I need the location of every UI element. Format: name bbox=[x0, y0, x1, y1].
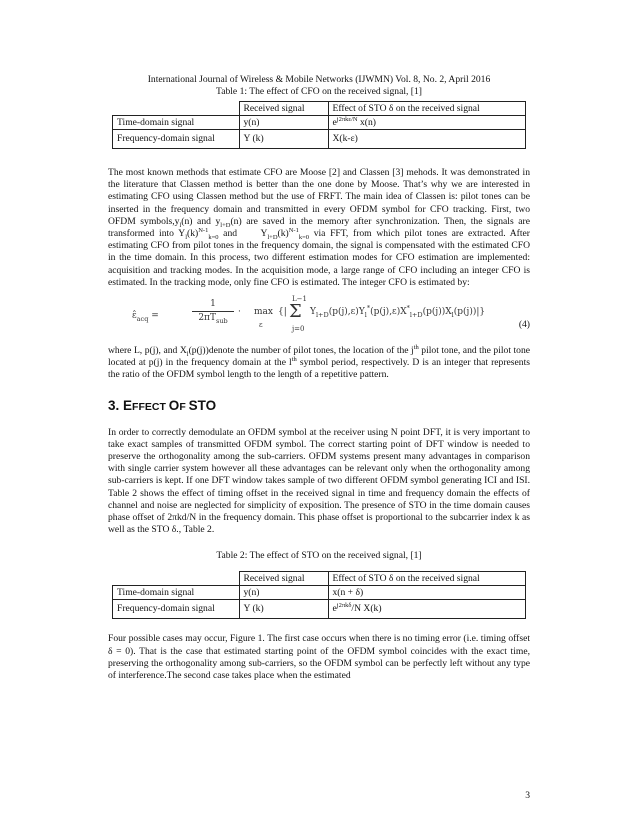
section-heading: 3. EFFECT OF STO bbox=[108, 397, 217, 413]
equation-lhs: $\varepsilon̂_{acq}$ = bbox=[132, 311, 159, 323]
paragraph-where: where L, p(j), and $X_l(p(j))denote$ the number of pilot tones, the location of the $j^{th}$ pilot tone, and the pilot tone located at p(j) in the frequency domain at the $l^{th}$ symbol period, respectively. D is an integer that represents the ratio of the OFDM symbol length to the length of a repetitive pattern. bbox=[108, 343, 531, 381]
sum-symbol: Σ bbox=[289, 301, 302, 323]
equation-number: (4) bbox=[518, 319, 530, 331]
cell-received: y(n) bbox=[239, 586, 328, 600]
table-row bbox=[113, 116, 526, 130]
cell-effect: $e^{j2\pi k\delta}/N$ X(k) bbox=[328, 600, 526, 619]
equation-max: max bbox=[254, 307, 273, 318]
row-label: Time-domain signal bbox=[113, 586, 240, 600]
equation-fraction-numerator: 1 bbox=[210, 299, 216, 310]
running-header: International Journal of Wireless & Mobile Networks (IJWMN) Vol. 8, No. 2, April 2016 bbox=[147, 74, 491, 85]
paragraph-four-cases: Four possible cases may occur, Figure 1. The first case occurs when there is no timing error (i.e. timing offset δ = 0). That is the case that estimated starting point of the OFDM symbol coincides with the exact time, preserving the orthogonality among sub-carriers, so the OFDM symbol can be perfectly left without any type of interference.The second case takes place when the estimated bbox=[108, 633, 530, 682]
equation-brace: {| bbox=[278, 307, 287, 318]
table2 bbox=[112, 571, 526, 619]
row-label: Frequency-domain signal bbox=[113, 130, 240, 149]
sum-lower-limit: j=0 bbox=[292, 325, 305, 334]
cell-effect: x(n + δ) bbox=[328, 586, 526, 600]
equation-4 bbox=[108, 295, 530, 339]
paragraph-cfo-methods: The most known methods that estimate CFO are Moose [2] and Classen [3] mehods. It was demonstrated in the literature that Classen method is better than the one done by Moose. That’s why we are interested in estimating CFO using Classen method but the use of FRFT. The main idea of Classen is: pilot tones can be inserted in the frequency domain and transmitted in every OFDM symbol for CFO tracking. First, two OFDM $symbols,y_l(n)$ and $y_{l+D}(n)$ are saved in the memory after synchronization. Then, the signals are transformed into $Y_l(k)^{N-1}_{k=0}$ and $Y_{l+D}(k)^{N-1}_{k=0}$ via FFT, from which pilot tones are extracted. After estimating CFO from pilot tones in the frequency domain, the signal is compensated with the estimated CFO in the time domain. In this process, two different estimation modes for CFO estimation are implemented: acquisition and tracking modes. In the acquisition mode, a large range of CFO including an integer CFO is estimated. In the tracking mode, only fine CFO is estimated. The integer CFO is estimated by: bbox=[108, 167, 530, 288]
equation-dot: · bbox=[238, 307, 241, 318]
fraction-bar bbox=[192, 311, 234, 312]
table1 bbox=[112, 101, 526, 149]
cell-effect: X(k-ε) bbox=[328, 130, 526, 149]
table-row bbox=[113, 586, 526, 600]
row-label: Frequency-domain signal bbox=[113, 600, 240, 619]
table-corner-cell bbox=[113, 572, 240, 586]
page-content bbox=[108, 74, 530, 682]
cell-received: Y (k) bbox=[239, 130, 328, 149]
table1-caption: Table 1: The effect of CFO on the received signal, [1] bbox=[216, 86, 422, 97]
table-header-row bbox=[113, 572, 526, 586]
table2-caption: Table 2: The effect of STO on the received signal, [1] bbox=[216, 550, 422, 562]
cell-received: Y (k) bbox=[239, 600, 328, 619]
table-header-row bbox=[113, 102, 526, 116]
cell-received: y(n) bbox=[239, 116, 328, 130]
column-header: Received signal bbox=[239, 572, 328, 586]
row-label: Time-domain signal bbox=[113, 116, 240, 130]
table-row bbox=[113, 130, 526, 149]
column-header: Effect of STO δ on the received signal bbox=[328, 572, 526, 586]
table-row bbox=[113, 600, 526, 619]
sum-upper-limit: L−1 bbox=[292, 295, 307, 304]
column-header: Received signal bbox=[239, 102, 328, 116]
equation-summand: $Y_{l+D}(p(j),\varepsilon)Y_l^*(p(j),\varepsilon)X^*_{l+D}(p(j))X_l(p(j))|$} bbox=[310, 304, 486, 319]
cell-effect: $e^{j2\pi k\varepsilon/N}$ x(n) bbox=[328, 116, 526, 130]
equation-max-subscript: ε bbox=[259, 321, 263, 330]
paragraph-sto: In order to correctly demodulate an OFDM symbol at the receiver using N point DFT, it is very important to take exact samples of transmitted OFDM symbol. The correct starting point of DFT window is needed to preserve the orthogonality among the sub-carriers. OFDM systems present many advantages in comparison with single carrier system however all these advantages can be relevant only when the orthogonality among sub-carriers is kept. If one DFT window takes sample of two different OFDM symbol generating ICI and ISI. Table 2 shows the effect of timing offset in the received signal in time and frequency domain the effects of channel and noise are neglected for simplicity of exposition. The presence of STO in the time domain causes phase offset of 2πkd/N in the frequency domain. This phase offset is proportional to the subcarrier index k as well as the STO δ., Table 2. bbox=[108, 426, 530, 536]
table-corner-cell bbox=[113, 102, 240, 116]
page-number: 3 bbox=[525, 790, 530, 801]
column-header: Effect of STO δ on the received signal bbox=[328, 102, 526, 116]
equation-fraction-denominator: $2\pi T_{sub}$ bbox=[198, 313, 228, 325]
